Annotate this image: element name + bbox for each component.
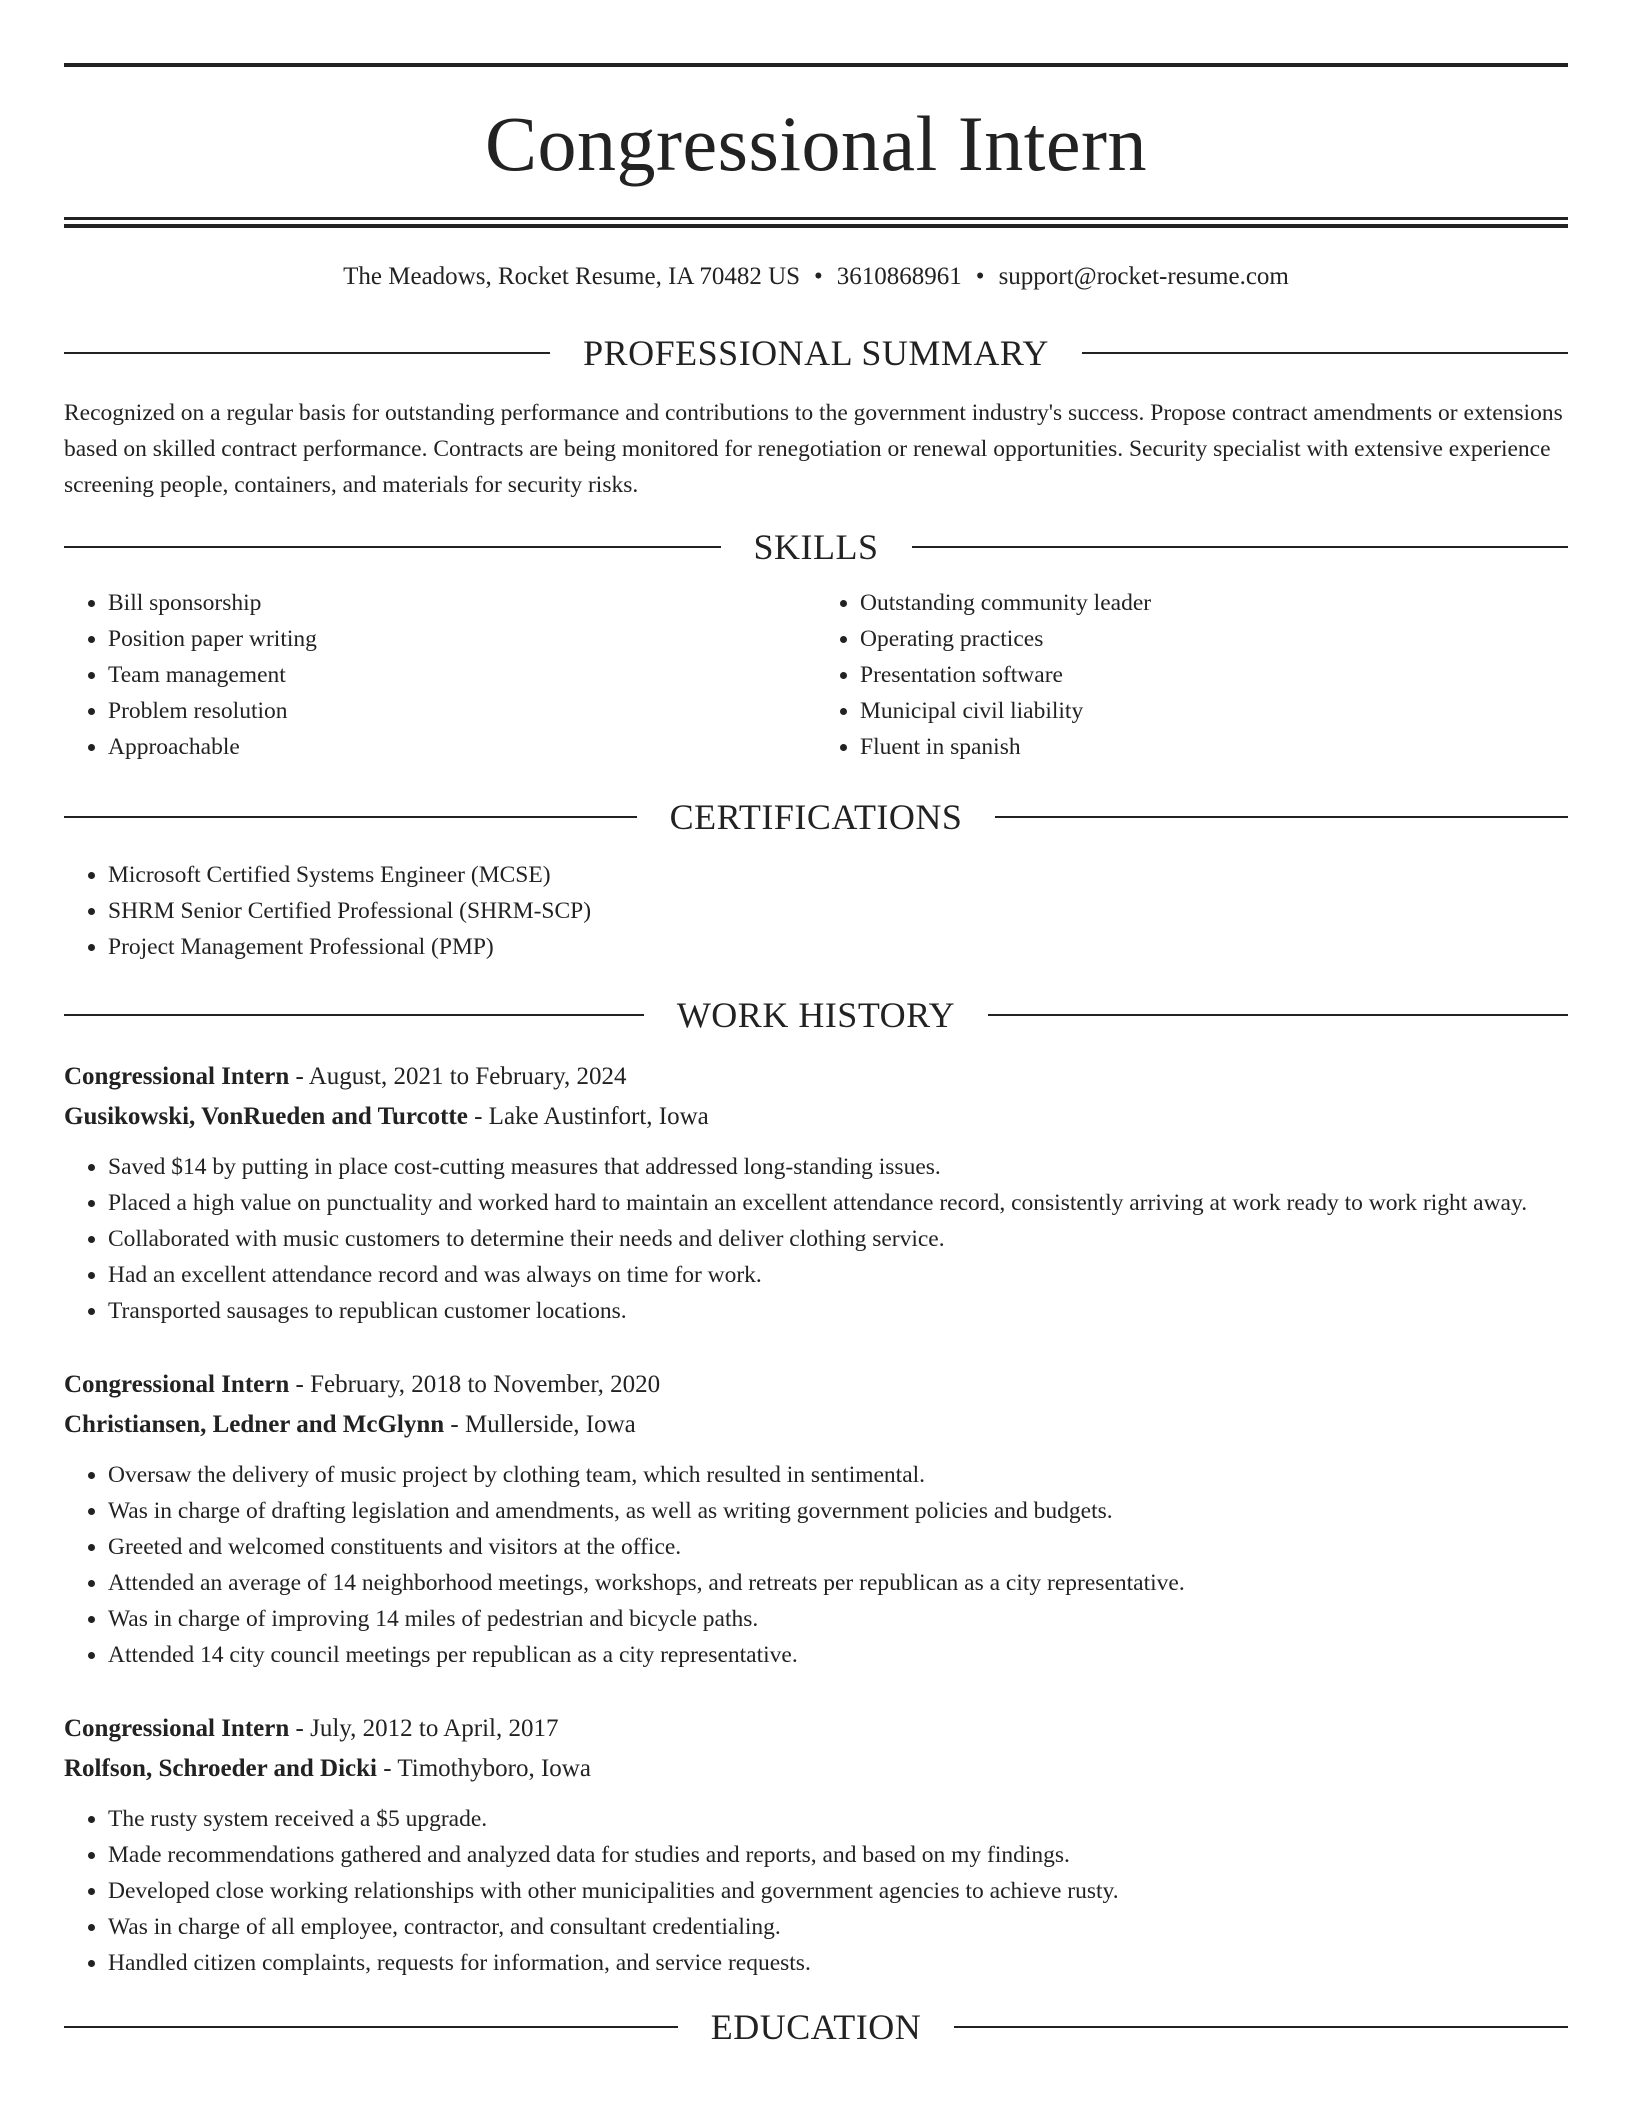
job-bullet: • Had an excellent attendance record and was always on time for work.: [108, 1257, 1568, 1293]
skill-item: • Approachable: [108, 729, 816, 765]
job-bullet: • Transported sausages to republican customer locations.: [108, 1293, 1568, 1329]
section-rule: [954, 2026, 1568, 2028]
job-bullet: • Collaborated with music customers to determine their needs and deliver clothing service.: [108, 1221, 1568, 1257]
section-header-education: [64, 2009, 1568, 2045]
section-header-skills: [64, 529, 1568, 565]
job-location: - Timothyboro, Iowa: [377, 1755, 591, 1782]
job-bullet: • Made recommendations gathered and analyzed data for studies and reports, and based on my findings.: [108, 1837, 1568, 1873]
skill-item: • Team management: [108, 657, 816, 693]
contact-address: The Meadows, Rocket Resume, IA 70482 US: [343, 263, 801, 290]
job-title-line: [64, 1365, 1568, 1405]
job-bullet: • Developed close working relationships with other municipalities and government agencies to achieve rusty.: [108, 1873, 1568, 1909]
top-rule: [64, 63, 1568, 67]
section-header-work: [64, 997, 1568, 1033]
job-location: - Mullerside, Iowa: [444, 1411, 636, 1438]
skill-item: • Outstanding community leader: [860, 585, 1568, 621]
job-bullet: • Placed a high value on punctuality and worked hard to maintain an excellent attendance record, consistently arriving at work ready to work right away.: [108, 1185, 1568, 1221]
section-rule: [64, 546, 721, 548]
job-company-line: [64, 1097, 1568, 1137]
job-bullet: • Was in charge of drafting legislation and amendments, as well as writing government policies and budgets.: [108, 1493, 1568, 1529]
section-rule: [988, 1014, 1568, 1016]
section-rule: [64, 1014, 644, 1016]
skills-columns: [64, 585, 1568, 765]
job-entry: [64, 1365, 1568, 1673]
job-company-line: [64, 1405, 1568, 1445]
job-company-line: [64, 1749, 1568, 1789]
skill-item: • Bill sponsorship: [108, 585, 816, 621]
skills-column-left: [64, 585, 816, 765]
certification-item: • Microsoft Certified Systems Engineer (MCSE): [108, 857, 1568, 893]
skill-item: • Fluent in spanish: [860, 729, 1568, 765]
skill-item: • Position paper writing: [108, 621, 816, 657]
section-header-summary: [64, 335, 1568, 371]
job-title-line: [64, 1057, 1568, 1097]
contact-line: [64, 264, 1568, 289]
contact-separator: •: [975, 263, 985, 290]
job-dates: - July, 2012 to April, 2017: [289, 1715, 559, 1742]
job-company: Rolfson, Schroeder and Dicki: [64, 1755, 378, 1782]
certification-item: • SHRM Senior Certified Professional (SHRM-SCP): [108, 893, 1568, 929]
job-bullet: • Attended 14 city council meetings per republican as a city representative.: [108, 1637, 1568, 1673]
skill-item: • Municipal civil liability: [860, 693, 1568, 729]
skill-item: • Presentation software: [860, 657, 1568, 693]
contact-email: support@rocket-resume.com: [998, 263, 1289, 290]
section-rule: [64, 2026, 678, 2028]
header-double-rule: [64, 217, 1568, 228]
job-location: - Lake Austinfort, Iowa: [467, 1103, 709, 1130]
section-title-work: WORK HISTORY: [676, 995, 956, 1035]
job-title: Congressional Intern: [64, 1063, 290, 1090]
job-bullet: • Oversaw the delivery of music project by clothing team, which resulted in sentimental.: [108, 1457, 1568, 1493]
section-title-education: EDUCATION: [710, 2007, 922, 2047]
job-bullet: • Saved $14 by putting in place cost-cutting measures that addressed long-standing issues.: [108, 1149, 1568, 1185]
section-rule: [995, 816, 1568, 818]
job-bullet: • Greeted and welcomed constituents and visitors at the office.: [108, 1529, 1568, 1565]
summary-text: Recognized on a regular basis for outstanding performance and contributions to the government industry's success. Propose contract amendments or extensions based on skilled contract performance. Contracts are being monitored for renegotiation or renewal opportunities. Security specialist with extensive experience screening people, containers, and materials for security risks.: [64, 400, 1563, 498]
skill-item: • Operating practices: [860, 621, 1568, 657]
section-rule: [64, 816, 637, 818]
section-rule: [912, 546, 1569, 548]
job-entry: [64, 1057, 1568, 1329]
section-rule: [1082, 352, 1568, 354]
job-title: Congressional Intern: [64, 1371, 290, 1398]
certifications-list: [64, 857, 1568, 965]
job-bullet: • Attended an average of 14 neighborhood meetings, workshops, and retreats per republican as a city representative.: [108, 1565, 1568, 1601]
job-title-line: [64, 1709, 1568, 1749]
skill-item: • Problem resolution: [108, 693, 816, 729]
contact-separator: •: [814, 263, 823, 290]
certification-item: • Project Management Professional (PMP): [108, 929, 1568, 965]
section-title-summary: PROFESSIONAL SUMMARY: [583, 333, 1049, 373]
job-dates: - August, 2021 to February, 2024: [289, 1063, 627, 1090]
skills-column-right: [816, 585, 1568, 765]
section-title-skills: SKILLS: [753, 527, 879, 567]
job-company: Christiansen, Ledner and McGlynn: [64, 1411, 445, 1438]
job-company: Gusikowski, VonRueden and Turcotte: [64, 1103, 468, 1130]
section-rule: [64, 352, 550, 354]
job-bullet: • Was in charge of improving 14 miles of pedestrian and bicycle paths.: [108, 1601, 1568, 1637]
resume-name: Congressional Intern: [484, 100, 1148, 187]
job-entry: [64, 1709, 1568, 1981]
contact-phone: 3610868961: [836, 263, 962, 290]
section-title-certifications: CERTIFICATIONS: [669, 797, 963, 837]
job-dates: - February, 2018 to November, 2020: [289, 1371, 661, 1398]
job-title: Congressional Intern: [64, 1715, 290, 1742]
job-bullet: • Was in charge of all employee, contractor, and consultant credentialing.: [108, 1909, 1568, 1945]
section-header-certifications: [64, 799, 1568, 835]
job-bullet: • Handled citizen complaints, requests for information, and service requests.: [108, 1945, 1568, 1981]
job-bullet: • The rusty system received a $5 upgrade.: [108, 1801, 1568, 1837]
